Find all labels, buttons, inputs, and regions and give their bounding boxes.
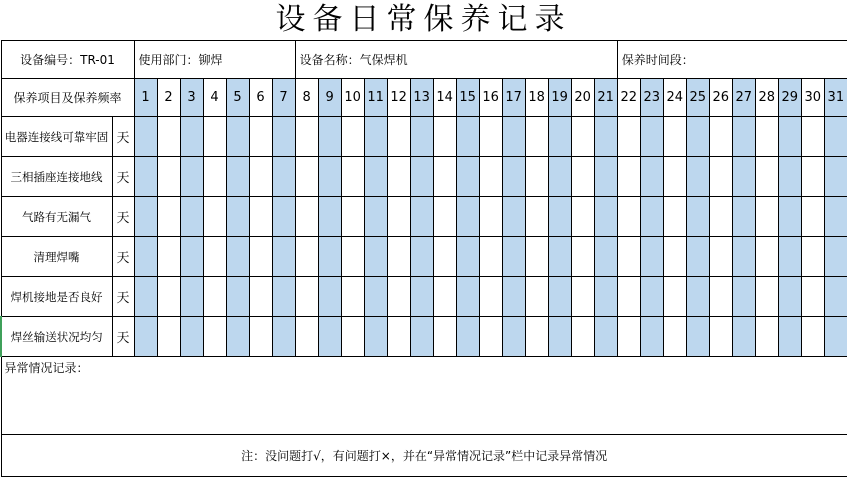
abnormal-row [1,357,847,435]
day-header-27: 27 [732,79,755,117]
check-cell[interactable] [341,197,364,237]
check-cell[interactable] [479,317,502,357]
check-cell[interactable] [548,317,571,357]
check-cell[interactable] [686,317,709,357]
check-cell[interactable] [732,317,755,357]
check-cell[interactable] [755,237,778,277]
day-header-17: 17 [502,79,525,117]
day-header-15: 15 [456,79,479,117]
day-header-11: 11 [364,79,387,117]
check-cell[interactable] [272,317,295,357]
item-frequency: 天 [112,197,134,237]
check-cell[interactable] [709,117,732,157]
check-cell[interactable] [778,317,801,357]
item-name: 清理焊嘴 [1,237,112,277]
check-cell[interactable] [479,197,502,237]
day-header-20: 20 [571,79,594,117]
check-cell[interactable] [732,157,755,197]
check-cell[interactable] [410,157,433,197]
check-cell[interactable] [180,317,203,357]
check-cell[interactable] [341,317,364,357]
check-cell[interactable] [824,197,847,237]
check-cell[interactable] [249,277,272,317]
check-cell[interactable] [410,197,433,237]
day-header-21: 21 [594,79,617,117]
check-cell[interactable] [203,197,226,237]
check-cell[interactable] [157,197,180,237]
check-cell[interactable] [824,317,847,357]
check-cell[interactable] [318,157,341,197]
day-header-12: 12 [387,79,410,117]
check-cell[interactable] [433,317,456,357]
check-cell[interactable] [502,277,525,317]
item-name: 焊机接地是否良好 [1,277,112,317]
day-header-22: 22 [617,79,640,117]
check-cell[interactable] [801,277,824,317]
check-cell[interactable] [824,157,847,197]
check-cell[interactable] [180,197,203,237]
check-cell[interactable] [594,317,617,357]
check-cell[interactable] [640,277,663,317]
check-cell[interactable] [479,117,502,157]
check-cell[interactable] [180,157,203,197]
check-cell[interactable] [571,197,594,237]
check-cell[interactable] [617,197,640,237]
check-cell[interactable] [387,197,410,237]
check-cell[interactable] [571,157,594,197]
check-cell[interactable] [226,317,249,357]
check-cell[interactable] [410,317,433,357]
check-cell[interactable] [249,237,272,277]
check-cell[interactable] [203,117,226,157]
department-cell: 使用部门：铆焊 [134,41,295,79]
check-cell[interactable] [410,277,433,317]
check-cell[interactable] [663,237,686,277]
check-cell[interactable] [157,157,180,197]
table-row [1,117,847,157]
check-cell[interactable] [203,277,226,317]
check-cell[interactable] [548,277,571,317]
check-cell[interactable] [732,197,755,237]
table-row [1,317,847,357]
check-cell[interactable] [801,117,824,157]
check-cell[interactable] [433,197,456,237]
check-cell[interactable] [663,117,686,157]
check-cell[interactable] [433,117,456,157]
day-header-29: 29 [778,79,801,117]
item-name: 三相插座连接地线 [1,157,112,197]
check-cell[interactable] [479,157,502,197]
header-row [1,79,847,117]
check-cell[interactable] [157,237,180,277]
day-header-16: 16 [479,79,502,117]
day-header-6: 6 [249,79,272,117]
period-cell: 保养时间段： [617,41,847,79]
check-cell[interactable] [226,117,249,157]
check-cell[interactable] [502,157,525,197]
check-cell[interactable] [272,117,295,157]
check-cell[interactable] [801,237,824,277]
check-cell[interactable] [456,157,479,197]
check-cell[interactable] [732,277,755,317]
check-cell[interactable] [801,197,824,237]
check-cell[interactable] [479,237,502,277]
table-row [1,197,847,237]
check-cell[interactable] [295,197,318,237]
check-cell[interactable] [134,157,157,197]
table-row [1,277,847,317]
check-cell[interactable] [272,277,295,317]
check-cell[interactable] [617,237,640,277]
day-header-1: 1 [134,79,157,117]
check-cell[interactable] [732,237,755,277]
check-cell[interactable] [134,317,157,357]
check-cell[interactable] [479,277,502,317]
check-cell[interactable] [663,317,686,357]
check-cell[interactable] [318,277,341,317]
check-cell[interactable] [755,197,778,237]
check-cell[interactable] [824,237,847,277]
check-cell[interactable] [502,117,525,157]
check-cell[interactable] [571,117,594,157]
check-cell[interactable] [318,237,341,277]
item-frequency: 天 [112,237,134,277]
check-cell[interactable] [410,237,433,277]
check-cell[interactable] [617,117,640,157]
check-cell[interactable] [617,277,640,317]
check-cell[interactable] [180,237,203,277]
check-cell[interactable] [709,237,732,277]
check-cell[interactable] [341,237,364,277]
equipment-no-cell: 设备编号：TR-01 [1,41,134,79]
check-cell[interactable] [594,197,617,237]
check-cell[interactable] [594,117,617,157]
check-cell[interactable] [755,157,778,197]
day-header-2: 2 [157,79,180,117]
item-frequency: 天 [112,317,134,357]
check-cell[interactable] [249,117,272,157]
info-row [1,41,847,79]
day-header-26: 26 [709,79,732,117]
check-cell[interactable] [341,277,364,317]
check-cell[interactable] [249,317,272,357]
check-cell[interactable] [249,157,272,197]
day-header-9: 9 [318,79,341,117]
check-cell[interactable] [686,237,709,277]
check-cell[interactable] [824,117,847,157]
check-cell[interactable] [548,157,571,197]
check-cell[interactable] [709,157,732,197]
check-cell[interactable] [663,197,686,237]
check-cell[interactable] [387,237,410,277]
day-header-28: 28 [755,79,778,117]
check-cell[interactable] [594,277,617,317]
item-name: 电器连接线可靠牢固 [1,117,112,157]
check-cell[interactable] [778,197,801,237]
check-cell[interactable] [502,237,525,277]
check-cell[interactable] [387,317,410,357]
check-cell[interactable] [686,197,709,237]
check-cell[interactable] [456,237,479,277]
check-cell[interactable] [525,277,548,317]
check-cell[interactable] [226,277,249,317]
check-cell[interactable] [548,197,571,237]
check-cell[interactable] [226,237,249,277]
check-cell[interactable] [709,317,732,357]
day-header-10: 10 [341,79,364,117]
check-cell[interactable] [318,197,341,237]
check-cell[interactable] [341,117,364,157]
check-cell[interactable] [640,237,663,277]
check-cell[interactable] [663,277,686,317]
item-freq-header: 保养项目及保养频率 [1,79,134,117]
check-cell[interactable] [134,237,157,277]
check-cell[interactable] [640,157,663,197]
item-frequency: 天 [112,277,134,317]
day-header-14: 14 [433,79,456,117]
check-cell[interactable] [295,237,318,277]
day-header-23: 23 [640,79,663,117]
check-cell[interactable] [157,277,180,317]
check-cell[interactable] [778,277,801,317]
check-cell[interactable] [755,277,778,317]
check-cell[interactable] [364,237,387,277]
check-cell[interactable] [157,317,180,357]
check-cell[interactable] [387,277,410,317]
item-frequency: 天 [112,157,134,197]
check-cell[interactable] [456,317,479,357]
check-cell[interactable] [364,157,387,197]
day-header-7: 7 [272,79,295,117]
day-header-5: 5 [226,79,249,117]
check-cell[interactable] [502,197,525,237]
check-cell[interactable] [801,157,824,197]
check-cell[interactable] [617,317,640,357]
abnormal-record-cell[interactable]: 异常情况记录： [1,357,847,435]
check-cell[interactable] [824,277,847,317]
check-cell[interactable] [272,197,295,237]
check-cell[interactable] [364,317,387,357]
check-cell[interactable] [134,117,157,157]
check-cell[interactable] [617,157,640,197]
equipment-name-cell: 设备名称：气保焊机 [295,41,617,79]
check-cell[interactable] [640,317,663,357]
check-cell[interactable] [180,117,203,157]
day-header-4: 4 [203,79,226,117]
table-row [1,157,847,197]
check-cell[interactable] [709,197,732,237]
check-cell[interactable] [318,317,341,357]
check-cell[interactable] [272,157,295,197]
check-cell[interactable] [525,197,548,237]
day-header-24: 24 [663,79,686,117]
check-cell[interactable] [295,317,318,357]
check-cell[interactable] [525,317,548,357]
check-cell[interactable] [456,117,479,157]
check-cell[interactable] [801,317,824,357]
check-cell[interactable] [778,157,801,197]
check-cell[interactable] [571,317,594,357]
check-cell[interactable] [755,317,778,357]
check-cell[interactable] [295,277,318,317]
check-cell[interactable] [433,237,456,277]
check-cell[interactable] [203,237,226,277]
check-cell[interactable] [502,317,525,357]
day-header-18: 18 [525,79,548,117]
check-cell[interactable] [364,197,387,237]
check-cell[interactable] [226,197,249,237]
day-header-8: 8 [295,79,318,117]
check-cell[interactable] [778,117,801,157]
check-cell[interactable] [410,117,433,157]
item-name: 气路有无漏气 [1,197,112,237]
check-cell[interactable] [548,237,571,277]
check-cell[interactable] [456,197,479,237]
day-header-25: 25 [686,79,709,117]
check-cell[interactable] [548,117,571,157]
check-cell[interactable] [226,157,249,197]
table-row [1,237,847,277]
check-cell[interactable] [755,117,778,157]
day-header-30: 30 [801,79,824,117]
check-cell[interactable] [686,277,709,317]
check-cell[interactable] [594,237,617,277]
check-cell[interactable] [525,237,548,277]
check-cell[interactable] [571,277,594,317]
check-cell[interactable] [456,277,479,317]
check-cell[interactable] [686,157,709,197]
check-cell[interactable] [732,117,755,157]
day-header-13: 13 [410,79,433,117]
check-cell[interactable] [640,117,663,157]
check-cell[interactable] [318,117,341,157]
note-text: 注：没问题打√，有问题打×，并在“异常情况记录”栏中记录异常情况 [1,435,847,477]
check-cell[interactable] [134,277,157,317]
check-cell[interactable] [387,157,410,197]
check-cell[interactable] [663,157,686,197]
note-row [1,435,847,477]
check-cell[interactable] [594,157,617,197]
check-cell[interactable] [272,237,295,277]
check-cell[interactable] [295,157,318,197]
check-cell[interactable] [341,157,364,197]
check-cell[interactable] [640,197,663,237]
check-cell[interactable] [778,237,801,277]
check-cell[interactable] [203,317,226,357]
check-cell[interactable] [686,117,709,157]
check-cell[interactable] [364,117,387,157]
day-header-19: 19 [548,79,571,117]
check-cell[interactable] [203,157,226,197]
check-cell[interactable] [157,117,180,157]
check-cell[interactable] [709,277,732,317]
check-cell[interactable] [433,277,456,317]
check-cell[interactable] [249,197,272,237]
check-cell[interactable] [295,117,318,157]
page-title: 设备日常保养记录 [275,2,572,37]
check-cell[interactable] [571,237,594,277]
check-cell[interactable] [387,117,410,157]
check-cell[interactable] [134,197,157,237]
check-cell[interactable] [180,277,203,317]
check-cell[interactable] [364,277,387,317]
day-header-3: 3 [180,79,203,117]
item-frequency: 天 [112,117,134,157]
check-cell[interactable] [525,117,548,157]
day-header-31: 31 [824,79,847,117]
maintenance-table [0,40,847,477]
check-cell[interactable] [433,157,456,197]
check-cell[interactable] [525,157,548,197]
item-name: 焊丝输送状况均匀 [1,317,112,357]
